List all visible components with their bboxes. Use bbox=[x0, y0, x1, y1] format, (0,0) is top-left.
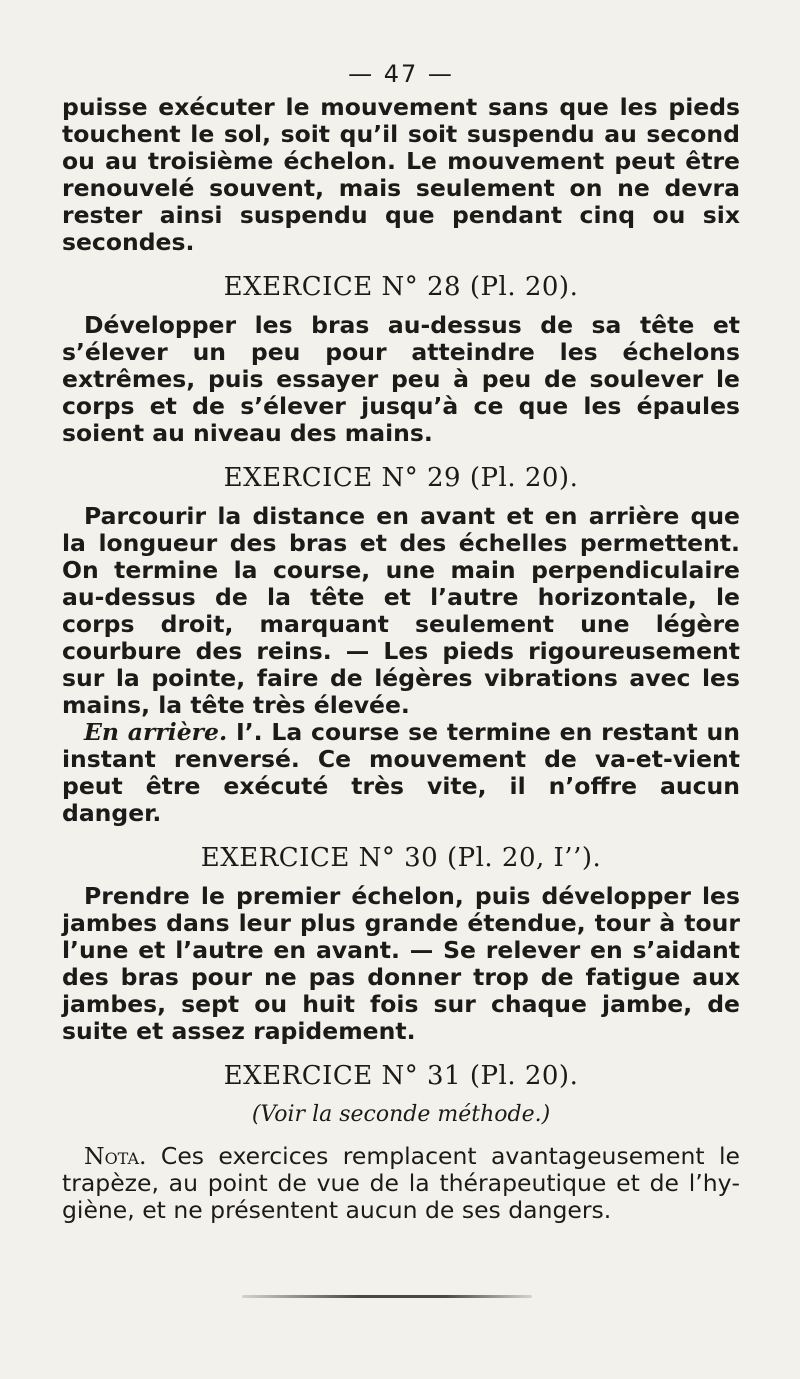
intro-paragraph: puisse exécuter le mouvement sans que les pieds touchent le sol, soit qu’il soit suspendu au second ou au troisième échelon. Le mouvement peut être renouvelé souvent, mais seulement on ne devra rester ainsi suspendu que pendant cinq ou six secondes. bbox=[62, 93, 740, 256]
page-number: — 47 — bbox=[348, 60, 454, 88]
nota-lead: Nota. bbox=[84, 1142, 147, 1170]
exercise-29-text: Parcourir la distance en avant et en arrière que la longueur des bras et des échelles permettent. On termine la course, une main perpendiculaire au-dessus de la tête et l’autre horizontale, le corps droit, marquant seulement une légère courbure des reins. — Les pieds rigoureusement sur la pointe, faire de légères vibrations avec les mains, la tête très élevée. bbox=[62, 502, 740, 719]
page bbox=[62, 58, 740, 1224]
nota-text: Ces exercices remplacent avantageusement le trapèze, au point de vue de la thérapeutique et de l’hygiène, et ne présentent aucun de ses dangers. bbox=[62, 1142, 740, 1224]
exercise-29-heading: EXERCICE N° 29 (Pl. 20). bbox=[223, 463, 579, 493]
exercise-28-heading: EXERCICE N° 28 (Pl. 20). bbox=[223, 272, 579, 302]
exercise-28-text: Développer les bras au-dessus de sa tête et s’élever un peu pour atteindre les échelons extrêmes, puis essayer peu à peu de soulever le corps et de s’élever jusqu’à ce que les épaules soient au niveau des mains. bbox=[62, 311, 740, 447]
exercise-31-reference: (Voir la seconde méthode.) bbox=[251, 1102, 551, 1127]
exercise-29-backward-text: I’. La course se termine en restant un instant renversé. Ce mouvement de va-et-vient peut être exécuté très vite, il n’offre aucun danger. bbox=[62, 718, 740, 827]
end-rule bbox=[242, 1295, 532, 1298]
exercise-29-backward-lead: En arrière. bbox=[84, 718, 228, 746]
exercise-31-heading: EXERCICE N° 31 (Pl. 20). bbox=[223, 1061, 579, 1091]
exercise-29-backward bbox=[62, 719, 740, 827]
exercise-30-heading: EXERCICE N° 30 (Pl. 20, I’’). bbox=[200, 843, 602, 873]
nota-paragraph bbox=[62, 1143, 740, 1224]
exercise-30-text: Prendre le premier échelon, puis développer les jambes dans leur plus grande étendue, tour à tour l’une et l’autre en avant. — Se relever en s’aidant des bras pour ne pas donner trop de fatigue aux jambes, sept ou huit fois sur chaque jambe, de suite et assez rapidement. bbox=[62, 882, 740, 1045]
